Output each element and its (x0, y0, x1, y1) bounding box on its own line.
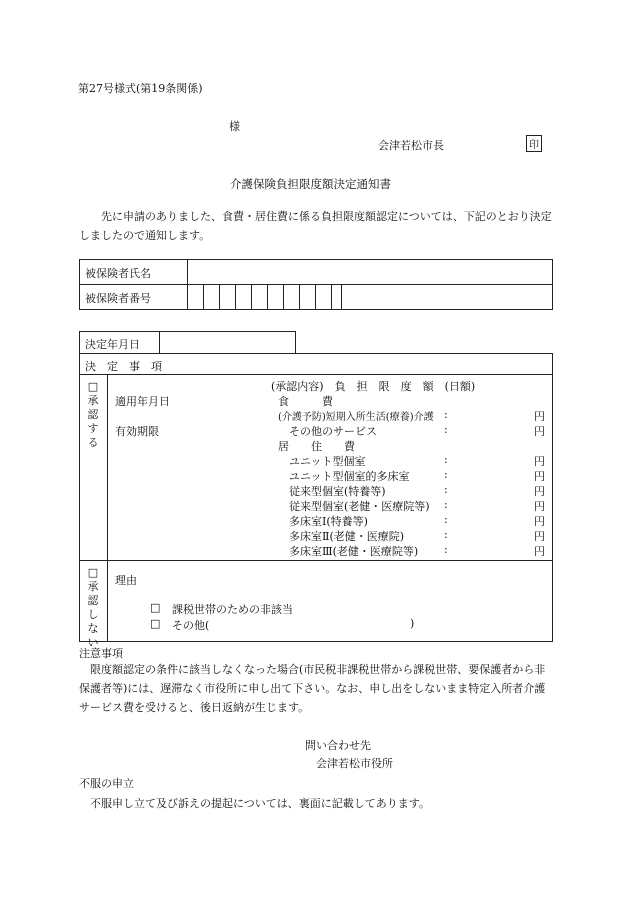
residence-item-label: ユニット型個室的多床室 (289, 470, 410, 483)
issuer-name: 会津若松市長 (378, 139, 444, 152)
residence-label: 居 住 費 (278, 440, 355, 453)
residence-item-label: 従来型個室(特養等) (289, 485, 386, 498)
residence-item-unit: 円 (534, 455, 545, 468)
food-item-colon: : (444, 408, 448, 421)
food-item-label: その他のサービス (289, 425, 377, 438)
decision-matters-label: 決 定 事 項 (85, 360, 162, 373)
digit-divider (299, 284, 300, 310)
residence-item-unit: 円 (534, 485, 545, 498)
reason-checkbox[interactable]: □ (150, 601, 161, 614)
addressee-suffix: 様 (229, 120, 240, 133)
notes-title: 注意事項 (79, 647, 123, 660)
digit-divider (315, 284, 316, 310)
digit-divider (251, 284, 252, 310)
appeal-title: 不服の申立 (79, 777, 134, 790)
reason-label-other: その他( (172, 619, 210, 632)
residence-item-unit: 円 (534, 530, 545, 543)
intro-paragraph: 先に申請のありました、食費・居住費に係る負担限度額認定については、下記のとおり決定しましたので通知します。 (79, 210, 552, 242)
appeal-body: 不服申し立て及び訴えの提起については、裏面に記載してあります。 (90, 797, 430, 810)
divider (159, 331, 160, 354)
limit-header: (承認内容) 負 担 限 度 額 (日額) (271, 380, 476, 393)
reason-label: 理由 (115, 574, 137, 587)
divider (79, 374, 553, 375)
residence-item-colon: : (444, 528, 448, 541)
approve-checkbox-label[interactable] (86, 380, 100, 450)
residence-item-unit: 円 (534, 515, 545, 528)
residence-item-unit: 円 (534, 470, 545, 483)
residence-item-colon: : (444, 513, 448, 526)
food-label: 食 費 (278, 395, 333, 408)
residence-item-colon: : (444, 468, 448, 481)
residence-item-label: 従来型個室(老健・医療院等) (289, 500, 430, 513)
digit-divider (267, 284, 268, 310)
residence-item-label: 多床室Ⅲ(老健・医療院等) (289, 545, 419, 558)
digit-divider (283, 284, 284, 310)
food-item-unit: 円 (534, 410, 545, 423)
residence-item-label: 多床室Ⅰ(特養等) (289, 515, 368, 528)
digit-divider (219, 284, 220, 310)
notes-body: 限度額認定の条件に該当しなくなった場合(市民税非課税世帯から課税世帯、要保護者から非保護者等)には、遅滞なく市役所に申し出て下さい。なお、申し出をしないまま特定入所者介護サービス費を受けると、後日返納が生じます。 (79, 663, 546, 714)
form-number: 第27号様式(第19条関係) (78, 82, 203, 95)
residence-item-colon: : (444, 453, 448, 466)
divider (79, 560, 553, 561)
reason-other-close: ) (410, 617, 415, 630)
residence-item-label: ユニット型個室 (289, 455, 366, 468)
digit-divider (331, 284, 332, 310)
contact-office: 会津若松市役所 (316, 757, 393, 770)
insured-number-label: 被保険者番号 (85, 292, 151, 305)
document-title: 介護保険負担限度額決定通知書 (230, 177, 391, 191)
residence-item-colon: : (444, 543, 448, 556)
validity-label: 有効期限 (115, 425, 159, 438)
decision-date-label: 決定年月日 (85, 338, 140, 351)
residence-item-label: 多床室Ⅱ(老健・医療院) (289, 530, 405, 543)
divider (107, 374, 108, 642)
contact-label: 問い合わせ先 (305, 739, 371, 752)
food-item-colon: : (444, 423, 448, 436)
reason-checkbox[interactable]: □ (150, 617, 161, 630)
reason-label-nontaxable: 課税世帯のための非該当 (172, 603, 293, 616)
residence-item-colon: : (444, 498, 448, 511)
reject-text: □承認しない (87, 566, 99, 649)
food-item-label: (介護予防)短期入所生活(療養)介護 (278, 412, 434, 423)
residence-item-unit: 円 (534, 545, 545, 558)
application-date-label: 適用年月日 (115, 395, 170, 408)
digit-divider (203, 284, 204, 310)
reject-checkbox-label[interactable] (86, 566, 100, 650)
food-item-unit: 円 (534, 425, 545, 438)
approve-text: □承認する (87, 380, 99, 449)
residence-item-colon: : (444, 483, 448, 496)
digit-divider (341, 284, 342, 310)
seal-stamp: 印 (526, 135, 542, 152)
divider (79, 284, 553, 285)
digit-divider (235, 284, 236, 310)
residence-item-unit: 円 (534, 500, 545, 513)
insured-name-label: 被保険者氏名 (85, 267, 151, 280)
divider (187, 259, 188, 310)
